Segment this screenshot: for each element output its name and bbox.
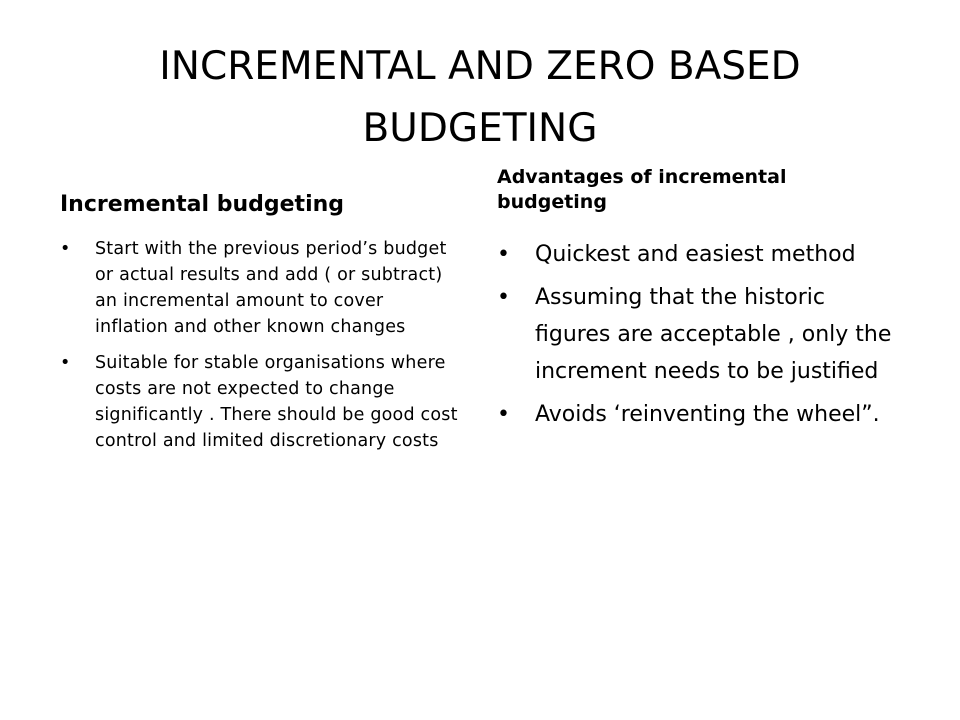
list-item — [497, 236, 907, 273]
bullet-text: Avoids ‘reinventing the wheel”. — [535, 402, 880, 427]
bullet-icon: • — [497, 285, 510, 310]
bullet-text: Assuming that the historic figures are acceptable , only the increment needs to be justified — [535, 285, 892, 384]
left-bullet-list — [60, 236, 460, 464]
list-item — [497, 279, 907, 390]
bullet-icon: • — [497, 242, 510, 267]
bullet-icon: • — [60, 239, 71, 259]
bullet-text: Quickest and easiest method — [535, 242, 856, 267]
left-column-heading: Incremental budgeting — [60, 192, 345, 217]
list-item — [60, 350, 460, 454]
bullet-text: Suitable for stable organisations where costs are not expected to change significantly . There should be good cost control and limited discretionary costs — [95, 353, 458, 451]
bullet-icon: • — [497, 402, 510, 427]
bullet-icon: • — [60, 353, 71, 373]
right-bullet-list — [497, 236, 907, 439]
list-item — [60, 236, 460, 340]
slide-title: INCREMENTAL AND ZERO BASED BUDGETING — [159, 44, 801, 151]
right-column-heading: Advantages of incremental budgeting — [497, 166, 787, 213]
list-item — [497, 396, 907, 433]
bullet-text: Start with the previous period’s budget or actual results and add ( or subtract) an incremental amount to cover inflation and other known changes — [95, 239, 447, 337]
